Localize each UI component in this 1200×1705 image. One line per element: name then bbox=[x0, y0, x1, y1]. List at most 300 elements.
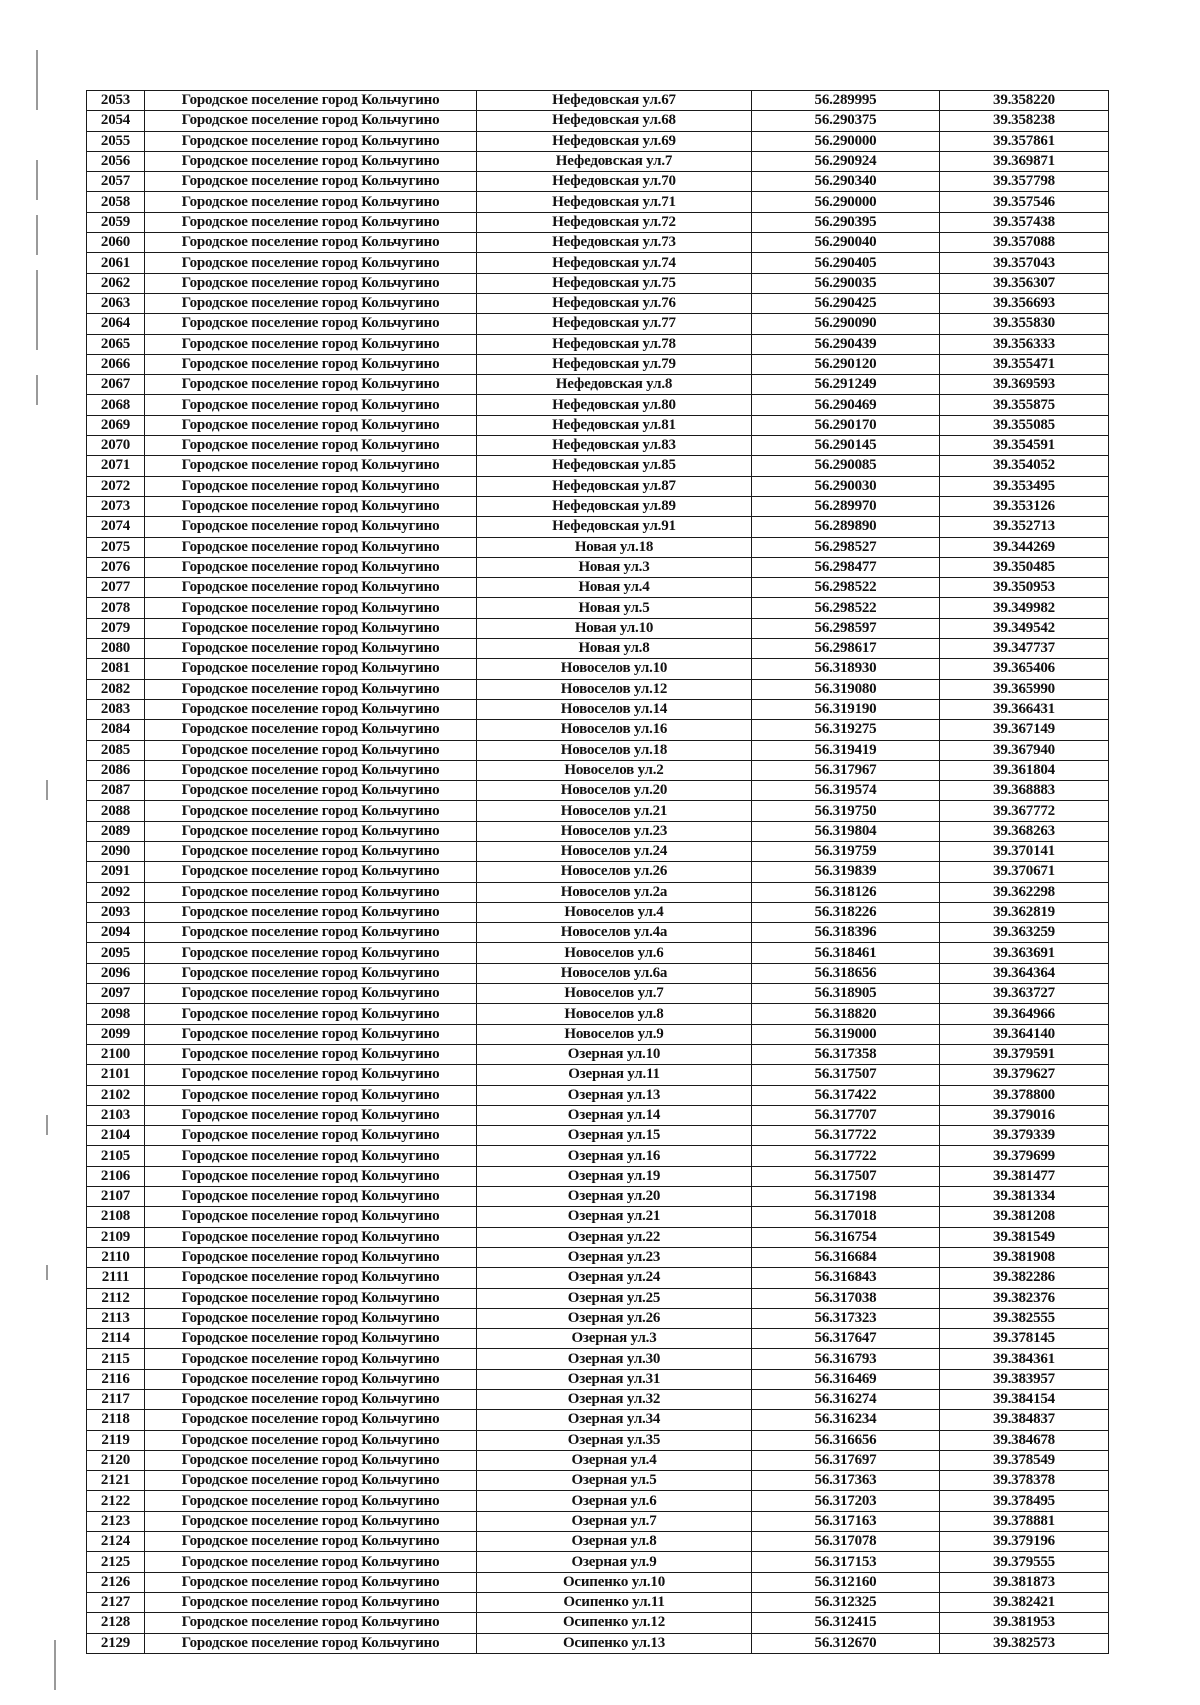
address-cell: Новая ул.10 bbox=[477, 618, 752, 638]
settlement-cell: Городское поселение город Кольчугино bbox=[145, 1288, 477, 1308]
settlement-cell: Городское поселение город Кольчугино bbox=[145, 1633, 477, 1653]
latitude-cell: 56.298477 bbox=[752, 557, 940, 577]
settlement-cell: Городское поселение город Кольчугино bbox=[145, 375, 477, 395]
scan-margin-line bbox=[46, 1115, 48, 1135]
latitude-cell: 56.317078 bbox=[752, 1532, 940, 1552]
table-row bbox=[87, 882, 1109, 902]
latitude-cell: 56.290375 bbox=[752, 111, 940, 131]
row-number-cell: 2115 bbox=[87, 1349, 145, 1369]
latitude-cell: 56.316234 bbox=[752, 1410, 940, 1430]
settlement-cell: Городское поселение город Кольчугино bbox=[145, 111, 477, 131]
latitude-cell: 56.317507 bbox=[752, 1065, 940, 1085]
address-cell: Новоселов ул.26 bbox=[477, 862, 752, 882]
latitude-cell: 56.290120 bbox=[752, 354, 940, 374]
settlement-cell: Городское поселение город Кольчугино bbox=[145, 740, 477, 760]
scan-margin-line bbox=[36, 215, 38, 255]
address-cell: Нефедовская ул.68 bbox=[477, 111, 752, 131]
table-row bbox=[87, 496, 1109, 516]
settlement-cell: Городское поселение город Кольчугино bbox=[145, 293, 477, 313]
address-cell: Новоселов ул.8 bbox=[477, 1004, 752, 1024]
latitude-cell: 56.319000 bbox=[752, 1024, 940, 1044]
address-cell: Озерная ул.23 bbox=[477, 1247, 752, 1267]
latitude-cell: 56.298522 bbox=[752, 578, 940, 598]
settlement-cell: Городское поселение город Кольчугино bbox=[145, 1105, 477, 1125]
table-row bbox=[87, 1572, 1109, 1592]
settlement-cell: Городское поселение город Кольчугино bbox=[145, 1450, 477, 1470]
longitude-cell: 39.364140 bbox=[940, 1024, 1109, 1044]
row-number-cell: 2082 bbox=[87, 679, 145, 699]
row-number-cell: 2053 bbox=[87, 91, 145, 111]
row-number-cell: 2091 bbox=[87, 862, 145, 882]
address-cell: Озерная ул.8 bbox=[477, 1532, 752, 1552]
table-row bbox=[87, 212, 1109, 232]
table-row bbox=[87, 740, 1109, 760]
latitude-cell: 56.318396 bbox=[752, 923, 940, 943]
latitude-cell: 56.312160 bbox=[752, 1572, 940, 1592]
address-cell: Озерная ул.7 bbox=[477, 1511, 752, 1531]
address-cell: Осипенко ул.10 bbox=[477, 1572, 752, 1592]
address-cell: Озерная ул.30 bbox=[477, 1349, 752, 1369]
latitude-cell: 56.317203 bbox=[752, 1491, 940, 1511]
table-row bbox=[87, 1613, 1109, 1633]
latitude-cell: 56.290469 bbox=[752, 395, 940, 415]
settlement-cell: Городское поселение город Кольчугино bbox=[145, 1430, 477, 1450]
longitude-cell: 39.355830 bbox=[940, 314, 1109, 334]
address-cell: Нефедовская ул.78 bbox=[477, 334, 752, 354]
latitude-cell: 56.312415 bbox=[752, 1613, 940, 1633]
table-row bbox=[87, 1390, 1109, 1410]
latitude-cell: 56.317363 bbox=[752, 1471, 940, 1491]
latitude-cell: 56.319759 bbox=[752, 841, 940, 861]
settlement-cell: Городское поселение город Кольчугино bbox=[145, 984, 477, 1004]
settlement-cell: Городское поселение город Кольчугино bbox=[145, 557, 477, 577]
latitude-cell: 56.316843 bbox=[752, 1268, 940, 1288]
latitude-cell: 56.318930 bbox=[752, 659, 940, 679]
table-row bbox=[87, 517, 1109, 537]
table-row bbox=[87, 1004, 1109, 1024]
table-row bbox=[87, 1044, 1109, 1064]
row-number-cell: 2070 bbox=[87, 436, 145, 456]
latitude-cell: 56.316684 bbox=[752, 1247, 940, 1267]
longitude-cell: 39.382286 bbox=[940, 1268, 1109, 1288]
latitude-cell: 56.316656 bbox=[752, 1430, 940, 1450]
latitude-cell: 56.317722 bbox=[752, 1126, 940, 1146]
latitude-cell: 56.289890 bbox=[752, 517, 940, 537]
latitude-cell: 56.290030 bbox=[752, 476, 940, 496]
address-cell: Озерная ул.6 bbox=[477, 1491, 752, 1511]
row-number-cell: 2087 bbox=[87, 781, 145, 801]
scan-margin-line bbox=[36, 50, 38, 110]
settlement-cell: Городское поселение город Кольчугино bbox=[145, 1329, 477, 1349]
latitude-cell: 56.319750 bbox=[752, 801, 940, 821]
row-number-cell: 2089 bbox=[87, 821, 145, 841]
latitude-cell: 56.316274 bbox=[752, 1390, 940, 1410]
row-number-cell: 2106 bbox=[87, 1166, 145, 1186]
row-number-cell: 2069 bbox=[87, 415, 145, 435]
row-number-cell: 2109 bbox=[87, 1227, 145, 1247]
latitude-cell: 56.290090 bbox=[752, 314, 940, 334]
longitude-cell: 39.384361 bbox=[940, 1349, 1109, 1369]
settlement-cell: Городское поселение город Кольчугино bbox=[145, 699, 477, 719]
settlement-cell: Городское поселение город Кольчугино bbox=[145, 91, 477, 111]
address-cell: Озерная ул.21 bbox=[477, 1207, 752, 1227]
address-cell: Озерная ул.4 bbox=[477, 1450, 752, 1470]
latitude-cell: 56.316793 bbox=[752, 1349, 940, 1369]
table-row bbox=[87, 151, 1109, 171]
row-number-cell: 2072 bbox=[87, 476, 145, 496]
longitude-cell: 39.354591 bbox=[940, 436, 1109, 456]
latitude-cell: 56.319080 bbox=[752, 679, 940, 699]
address-coordinates-table bbox=[86, 90, 1109, 1654]
longitude-cell: 39.378881 bbox=[940, 1511, 1109, 1531]
longitude-cell: 39.355085 bbox=[940, 415, 1109, 435]
longitude-cell: 39.382555 bbox=[940, 1308, 1109, 1328]
settlement-cell: Городское поселение город Кольчугино bbox=[145, 659, 477, 679]
longitude-cell: 39.366431 bbox=[940, 699, 1109, 719]
table-body bbox=[87, 91, 1109, 1654]
longitude-cell: 39.378800 bbox=[940, 1085, 1109, 1105]
longitude-cell: 39.381953 bbox=[940, 1613, 1109, 1633]
latitude-cell: 56.290000 bbox=[752, 131, 940, 151]
row-number-cell: 2127 bbox=[87, 1592, 145, 1612]
scan-margin-line bbox=[36, 270, 38, 350]
table-row bbox=[87, 1430, 1109, 1450]
row-number-cell: 2077 bbox=[87, 578, 145, 598]
row-number-cell: 2120 bbox=[87, 1450, 145, 1470]
table-row bbox=[87, 639, 1109, 659]
settlement-cell: Городское поселение город Кольчугино bbox=[145, 1268, 477, 1288]
row-number-cell: 2086 bbox=[87, 760, 145, 780]
row-number-cell: 2114 bbox=[87, 1329, 145, 1349]
settlement-cell: Городское поселение город Кольчугино bbox=[145, 1511, 477, 1531]
address-cell: Нефедовская ул.69 bbox=[477, 131, 752, 151]
table-row bbox=[87, 1247, 1109, 1267]
address-cell: Озерная ул.16 bbox=[477, 1146, 752, 1166]
settlement-cell: Городское поселение город Кольчугино bbox=[145, 862, 477, 882]
latitude-cell: 56.312325 bbox=[752, 1592, 940, 1612]
row-number-cell: 2101 bbox=[87, 1065, 145, 1085]
longitude-cell: 39.363727 bbox=[940, 984, 1109, 1004]
table-row bbox=[87, 1491, 1109, 1511]
address-cell: Нефедовская ул.7 bbox=[477, 151, 752, 171]
latitude-cell: 56.318461 bbox=[752, 943, 940, 963]
settlement-cell: Городское поселение город Кольчугино bbox=[145, 1166, 477, 1186]
table-row bbox=[87, 801, 1109, 821]
settlement-cell: Городское поселение город Кольчугино bbox=[145, 1491, 477, 1511]
longitude-cell: 39.378549 bbox=[940, 1450, 1109, 1470]
address-cell: Озерная ул.13 bbox=[477, 1085, 752, 1105]
longitude-cell: 39.369593 bbox=[940, 375, 1109, 395]
table-row bbox=[87, 1511, 1109, 1531]
table-row bbox=[87, 557, 1109, 577]
settlement-cell: Городское поселение город Кольчугино bbox=[145, 578, 477, 598]
settlement-cell: Городское поселение город Кольчугино bbox=[145, 476, 477, 496]
row-number-cell: 2113 bbox=[87, 1308, 145, 1328]
longitude-cell: 39.379555 bbox=[940, 1552, 1109, 1572]
address-cell: Озерная ул.25 bbox=[477, 1288, 752, 1308]
table-row bbox=[87, 862, 1109, 882]
longitude-cell: 39.367772 bbox=[940, 801, 1109, 821]
longitude-cell: 39.381908 bbox=[940, 1247, 1109, 1267]
table-row bbox=[87, 1085, 1109, 1105]
address-cell: Нефедовская ул.87 bbox=[477, 476, 752, 496]
address-cell: Озерная ул.15 bbox=[477, 1126, 752, 1146]
table-row bbox=[87, 1552, 1109, 1572]
longitude-cell: 39.379339 bbox=[940, 1126, 1109, 1146]
table-row bbox=[87, 172, 1109, 192]
table-row bbox=[87, 131, 1109, 151]
latitude-cell: 56.317323 bbox=[752, 1308, 940, 1328]
settlement-cell: Городское поселение город Кольчугино bbox=[145, 1065, 477, 1085]
longitude-cell: 39.368263 bbox=[940, 821, 1109, 841]
settlement-cell: Городское поселение город Кольчугино bbox=[145, 172, 477, 192]
longitude-cell: 39.347737 bbox=[940, 639, 1109, 659]
scan-margin-line bbox=[54, 1640, 56, 1690]
settlement-cell: Городское поселение город Кольчугино bbox=[145, 1349, 477, 1369]
settlement-cell: Городское поселение город Кольчугино bbox=[145, 334, 477, 354]
address-cell: Озерная ул.32 bbox=[477, 1390, 752, 1410]
latitude-cell: 56.298527 bbox=[752, 537, 940, 557]
table-row bbox=[87, 1105, 1109, 1125]
row-number-cell: 2084 bbox=[87, 720, 145, 740]
longitude-cell: 39.382376 bbox=[940, 1288, 1109, 1308]
longitude-cell: 39.365406 bbox=[940, 659, 1109, 679]
longitude-cell: 39.349542 bbox=[940, 618, 1109, 638]
settlement-cell: Городское поселение город Кольчугино bbox=[145, 679, 477, 699]
row-number-cell: 2107 bbox=[87, 1187, 145, 1207]
settlement-cell: Городское поселение город Кольчугино bbox=[145, 1187, 477, 1207]
longitude-cell: 39.379627 bbox=[940, 1065, 1109, 1085]
table-row bbox=[87, 902, 1109, 922]
longitude-cell: 39.358220 bbox=[940, 91, 1109, 111]
latitude-cell: 56.290040 bbox=[752, 233, 940, 253]
table-row bbox=[87, 334, 1109, 354]
longitude-cell: 39.370141 bbox=[940, 841, 1109, 861]
longitude-cell: 39.350485 bbox=[940, 557, 1109, 577]
longitude-cell: 39.357043 bbox=[940, 253, 1109, 273]
longitude-cell: 39.382573 bbox=[940, 1633, 1109, 1653]
row-number-cell: 2121 bbox=[87, 1471, 145, 1491]
row-number-cell: 2094 bbox=[87, 923, 145, 943]
address-cell: Нефедовская ул.85 bbox=[477, 456, 752, 476]
row-number-cell: 2119 bbox=[87, 1430, 145, 1450]
row-number-cell: 2116 bbox=[87, 1369, 145, 1389]
table-row bbox=[87, 293, 1109, 313]
address-cell: Озерная ул.26 bbox=[477, 1308, 752, 1328]
longitude-cell: 39.344269 bbox=[940, 537, 1109, 557]
longitude-cell: 39.356307 bbox=[940, 273, 1109, 293]
settlement-cell: Городское поселение город Кольчугино bbox=[145, 1308, 477, 1328]
settlement-cell: Городское поселение город Кольчугино bbox=[145, 1471, 477, 1491]
latitude-cell: 56.298617 bbox=[752, 639, 940, 659]
latitude-cell: 56.317722 bbox=[752, 1146, 940, 1166]
table-row bbox=[87, 253, 1109, 273]
longitude-cell: 39.357861 bbox=[940, 131, 1109, 151]
latitude-cell: 56.318656 bbox=[752, 963, 940, 983]
table-row bbox=[87, 192, 1109, 212]
settlement-cell: Городское поселение город Кольчугино bbox=[145, 415, 477, 435]
address-cell: Озерная ул.10 bbox=[477, 1044, 752, 1064]
row-number-cell: 2059 bbox=[87, 212, 145, 232]
longitude-cell: 39.364966 bbox=[940, 1004, 1109, 1024]
longitude-cell: 39.365990 bbox=[940, 679, 1109, 699]
address-cell: Новая ул.18 bbox=[477, 537, 752, 557]
address-cell: Новоселов ул.20 bbox=[477, 781, 752, 801]
longitude-cell: 39.353126 bbox=[940, 496, 1109, 516]
longitude-cell: 39.378145 bbox=[940, 1329, 1109, 1349]
row-number-cell: 2129 bbox=[87, 1633, 145, 1653]
address-cell: Нефедовская ул.81 bbox=[477, 415, 752, 435]
longitude-cell: 39.349982 bbox=[940, 598, 1109, 618]
longitude-cell: 39.378495 bbox=[940, 1491, 1109, 1511]
latitude-cell: 56.317358 bbox=[752, 1044, 940, 1064]
address-cell: Новоселов ул.6 bbox=[477, 943, 752, 963]
longitude-cell: 39.355471 bbox=[940, 354, 1109, 374]
table-row bbox=[87, 415, 1109, 435]
table-row bbox=[87, 1349, 1109, 1369]
latitude-cell: 56.290924 bbox=[752, 151, 940, 171]
address-cell: Озерная ул.11 bbox=[477, 1065, 752, 1085]
settlement-cell: Городское поселение город Кольчугино bbox=[145, 618, 477, 638]
longitude-cell: 39.367940 bbox=[940, 740, 1109, 760]
table-row bbox=[87, 476, 1109, 496]
table-row bbox=[87, 233, 1109, 253]
row-number-cell: 2056 bbox=[87, 151, 145, 171]
address-cell: Новоселов ул.7 bbox=[477, 984, 752, 1004]
settlement-cell: Городское поселение город Кольчугино bbox=[145, 395, 477, 415]
table-row bbox=[87, 598, 1109, 618]
row-number-cell: 2100 bbox=[87, 1044, 145, 1064]
longitude-cell: 39.382421 bbox=[940, 1592, 1109, 1612]
latitude-cell: 56.317198 bbox=[752, 1187, 940, 1207]
table-row bbox=[87, 1633, 1109, 1653]
longitude-cell: 39.364364 bbox=[940, 963, 1109, 983]
row-number-cell: 2099 bbox=[87, 1024, 145, 1044]
table-row bbox=[87, 1024, 1109, 1044]
row-number-cell: 2058 bbox=[87, 192, 145, 212]
row-number-cell: 2079 bbox=[87, 618, 145, 638]
row-number-cell: 2128 bbox=[87, 1613, 145, 1633]
table-row bbox=[87, 1227, 1109, 1247]
settlement-cell: Городское поселение город Кольчугино bbox=[145, 902, 477, 922]
address-cell: Нефедовская ул.83 bbox=[477, 436, 752, 456]
latitude-cell: 56.317647 bbox=[752, 1329, 940, 1349]
settlement-cell: Городское поселение город Кольчугино bbox=[145, 801, 477, 821]
settlement-cell: Городское поселение город Кольчугино bbox=[145, 1207, 477, 1227]
row-number-cell: 2062 bbox=[87, 273, 145, 293]
address-cell: Новоселов ул.14 bbox=[477, 699, 752, 719]
table-row bbox=[87, 375, 1109, 395]
settlement-cell: Городское поселение город Кольчугино bbox=[145, 821, 477, 841]
longitude-cell: 39.384837 bbox=[940, 1410, 1109, 1430]
longitude-cell: 39.381873 bbox=[940, 1572, 1109, 1592]
table-row bbox=[87, 1166, 1109, 1186]
row-number-cell: 2073 bbox=[87, 496, 145, 516]
latitude-cell: 56.317018 bbox=[752, 1207, 940, 1227]
row-number-cell: 2060 bbox=[87, 233, 145, 253]
address-cell: Новоселов ул.23 bbox=[477, 821, 752, 841]
longitude-cell: 39.355875 bbox=[940, 395, 1109, 415]
address-cell: Новоселов ул.4 bbox=[477, 902, 752, 922]
row-number-cell: 2117 bbox=[87, 1390, 145, 1410]
longitude-cell: 39.381477 bbox=[940, 1166, 1109, 1186]
address-cell: Новоселов ул.18 bbox=[477, 740, 752, 760]
row-number-cell: 2081 bbox=[87, 659, 145, 679]
table-row bbox=[87, 1410, 1109, 1430]
row-number-cell: 2057 bbox=[87, 172, 145, 192]
address-cell: Новоселов ул.21 bbox=[477, 801, 752, 821]
settlement-cell: Городское поселение город Кольчугино bbox=[145, 456, 477, 476]
row-number-cell: 2124 bbox=[87, 1532, 145, 1552]
address-cell: Озерная ул.34 bbox=[477, 1410, 752, 1430]
table-row bbox=[87, 720, 1109, 740]
settlement-cell: Городское поселение город Кольчугино bbox=[145, 882, 477, 902]
latitude-cell: 56.290000 bbox=[752, 192, 940, 212]
latitude-cell: 56.317967 bbox=[752, 760, 940, 780]
table-row bbox=[87, 1207, 1109, 1227]
row-number-cell: 2080 bbox=[87, 639, 145, 659]
row-number-cell: 2110 bbox=[87, 1247, 145, 1267]
address-cell: Нефедовская ул.67 bbox=[477, 91, 752, 111]
settlement-cell: Городское поселение город Кольчугино bbox=[145, 1146, 477, 1166]
table-row bbox=[87, 91, 1109, 111]
settlement-cell: Городское поселение город Кольчугино bbox=[145, 1613, 477, 1633]
address-cell: Нефедовская ул.75 bbox=[477, 273, 752, 293]
settlement-cell: Городское поселение город Кольчугино bbox=[145, 1044, 477, 1064]
table-row bbox=[87, 984, 1109, 1004]
longitude-cell: 39.356333 bbox=[940, 334, 1109, 354]
longitude-cell: 39.379196 bbox=[940, 1532, 1109, 1552]
longitude-cell: 39.363259 bbox=[940, 923, 1109, 943]
settlement-cell: Городское поселение город Кольчугино bbox=[145, 354, 477, 374]
address-cell: Новоселов ул.24 bbox=[477, 841, 752, 861]
row-number-cell: 2098 bbox=[87, 1004, 145, 1024]
address-cell: Новая ул.3 bbox=[477, 557, 752, 577]
settlement-cell: Городское поселение город Кольчугино bbox=[145, 1247, 477, 1267]
longitude-cell: 39.352713 bbox=[940, 517, 1109, 537]
settlement-cell: Городское поселение город Кольчугино bbox=[145, 1592, 477, 1612]
row-number-cell: 2088 bbox=[87, 801, 145, 821]
address-cell: Нефедовская ул.77 bbox=[477, 314, 752, 334]
row-number-cell: 2096 bbox=[87, 963, 145, 983]
row-number-cell: 2065 bbox=[87, 334, 145, 354]
table-row bbox=[87, 699, 1109, 719]
table-row bbox=[87, 821, 1109, 841]
longitude-cell: 39.361804 bbox=[940, 760, 1109, 780]
address-cell: Нефедовская ул.76 bbox=[477, 293, 752, 313]
row-number-cell: 2055 bbox=[87, 131, 145, 151]
row-number-cell: 2097 bbox=[87, 984, 145, 1004]
latitude-cell: 56.319419 bbox=[752, 740, 940, 760]
address-cell: Новая ул.5 bbox=[477, 598, 752, 618]
address-cell: Новоселов ул.4а bbox=[477, 923, 752, 943]
row-number-cell: 2066 bbox=[87, 354, 145, 374]
address-cell: Озерная ул.24 bbox=[477, 1268, 752, 1288]
table-row bbox=[87, 943, 1109, 963]
row-number-cell: 2074 bbox=[87, 517, 145, 537]
latitude-cell: 56.290340 bbox=[752, 172, 940, 192]
address-cell: Нефедовская ул.71 bbox=[477, 192, 752, 212]
row-number-cell: 2102 bbox=[87, 1085, 145, 1105]
row-number-cell: 2103 bbox=[87, 1105, 145, 1125]
settlement-cell: Городское поселение город Кольчугино bbox=[145, 760, 477, 780]
latitude-cell: 56.290395 bbox=[752, 212, 940, 232]
address-cell: Озерная ул.22 bbox=[477, 1227, 752, 1247]
latitude-cell: 56.312670 bbox=[752, 1633, 940, 1653]
table-row bbox=[87, 659, 1109, 679]
address-cell: Нефедовская ул.70 bbox=[477, 172, 752, 192]
row-number-cell: 2068 bbox=[87, 395, 145, 415]
